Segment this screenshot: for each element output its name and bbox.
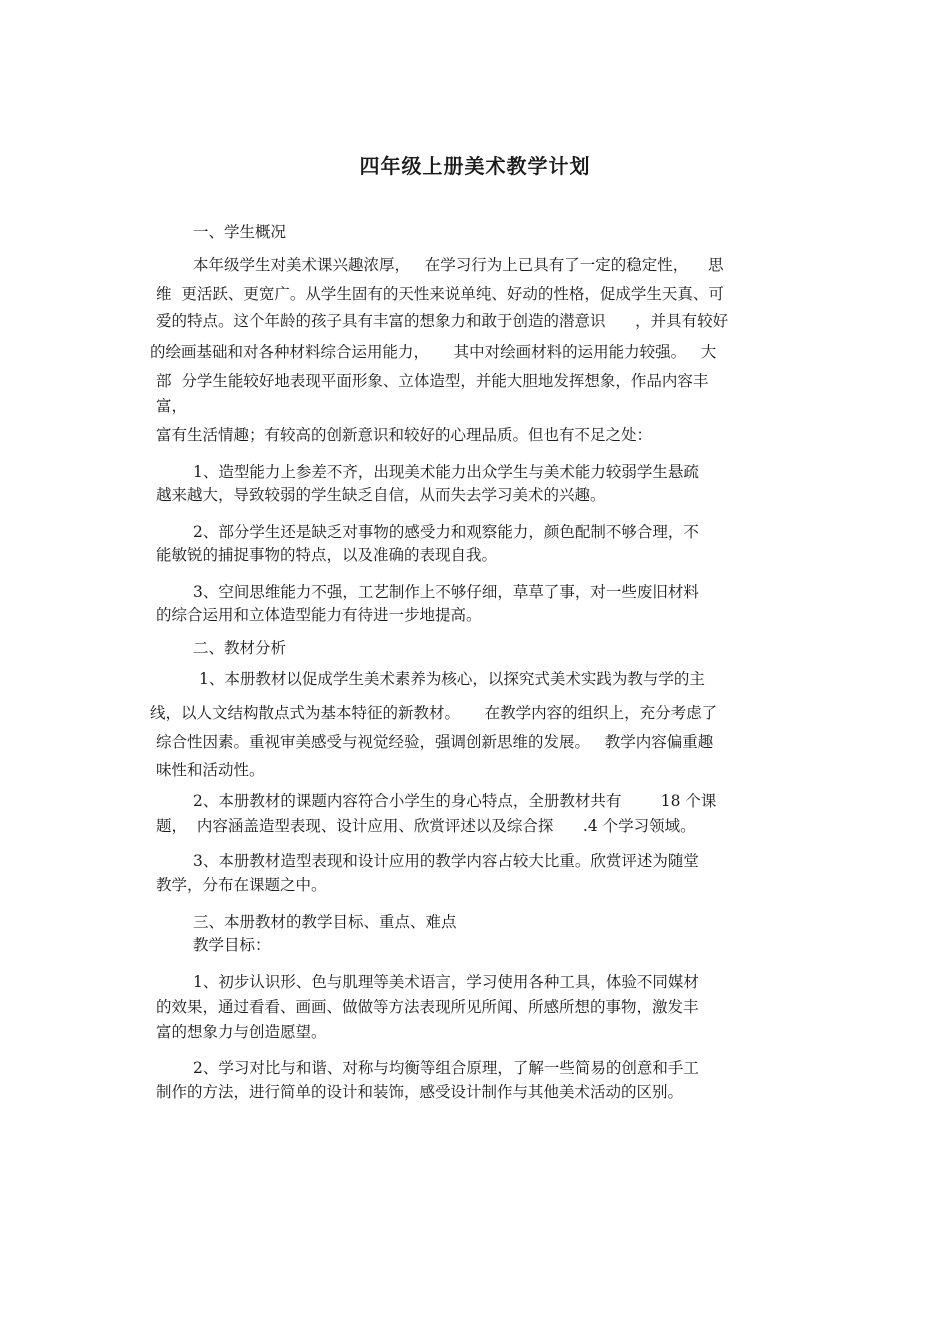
paragraph-line: 2、本册教材的课题内容符合小学生的身心特点，全册教材共有 18 个课 (193, 792, 717, 810)
paragraph-line: 综合性因素。重视审美感受与视觉经验，强调创新思维的发展。 教学内容偏重趣 (156, 733, 714, 751)
list-item-line: 3、空间思维能力不强，工艺制作上不够仔细，草草了事，对一些废旧材料 (193, 583, 699, 601)
section-heading-students: 一、学生概况 (193, 223, 287, 241)
paragraph-line: 3、本册教材造型表现和设计应用的教学内容占较大比重。欣赏评述为随堂 (193, 852, 699, 870)
paragraph-line: 本年级学生对美术课兴趣浓厚， 在学习行为上已具有了一定的稳定性， 思 (193, 256, 724, 274)
paragraph-line: 的绘画基础和对各种材料综合运用能力， 其中对绘画材料的运用能力较强。 大 (150, 343, 717, 361)
subheading-teaching-goals: 教学目标： (193, 936, 271, 954)
list-item-line: 越来越大，导致较弱的学生缺乏自信，从而失去学习美术的兴趣。 (156, 486, 606, 504)
document-title: 四年级上册美术教学计划 (359, 154, 591, 178)
list-item-line: 能敏锐的捕捉事物的特点，以及准确的表现自我。 (156, 546, 498, 564)
list-item-line: 的综合运用和立体造型能力有待进一步地提高。 (156, 606, 482, 624)
list-item-line: 制作的方法，进行简单的设计和装饰，感受设计制作与其他美术活动的区别。 (156, 1083, 684, 1101)
list-item-line: 2、学习对比与和谐、对称与均衡等组合原理，了解一些简易的创意和手工 (193, 1059, 699, 1077)
paragraph-line: 1、本册教材以促成学生美术素养为核心，以探究式美术实践为教与学的主 (199, 670, 705, 688)
paragraph-line: 爱的特点。这个年龄的孩子具有丰富的想象力和敢于创造的潜意识 ，并具有较好 (156, 312, 729, 330)
list-item-line: 2、部分学生还是缺乏对事物的感受力和观察能力，颜色配制不够合理，不 (193, 523, 699, 541)
paragraph-line: 教学，分布在课题之中。 (156, 876, 327, 894)
section-heading-objectives: 三、本册教材的教学目标、重点、难点 (193, 913, 457, 931)
paragraph-line: 维 更活跃、更宽广。从学生固有的天性来说单纯、好动的性格，促成学生天真、可 (156, 285, 724, 303)
paragraph-line: 部 分学生能较好地表现平面形象、立体造型，并能大胆地发挥想象，作品内容丰 (156, 372, 709, 390)
list-item-line: 1、造型能力上参差不齐，出现美术能力出众学生与美术能力较弱学生悬疏 (193, 463, 699, 481)
section-heading-materials: 二、教材分析 (193, 639, 287, 657)
paragraph-line: 富有生活情趣；有较高的创新意识和较好的心理品质。但也有不足之处： (156, 426, 653, 444)
paragraph-line: 题， 内容涵盖造型表现、设计应用、欣赏评述以及综合探 .4 个学习领域。 (156, 817, 696, 835)
paragraph-line: 富， (156, 397, 188, 415)
list-item-line: 富的想象力与创造愿望。 (156, 1023, 327, 1041)
paragraph-line: 味性和活动性。 (156, 761, 265, 779)
list-item-line: 1、初步认识形、色与肌理等美术语言，学习使用各种工具，体验不同媒材 (193, 973, 699, 991)
paragraph-line: 线，以人文结构散点式为基本特征的新教材。 在教学内容的组织上，充分考虑了 (150, 704, 718, 722)
list-item-line: 的效果，通过看看、画画、做做等方法表现所见所闻、所感所想的事物，激发丰 (156, 998, 699, 1016)
